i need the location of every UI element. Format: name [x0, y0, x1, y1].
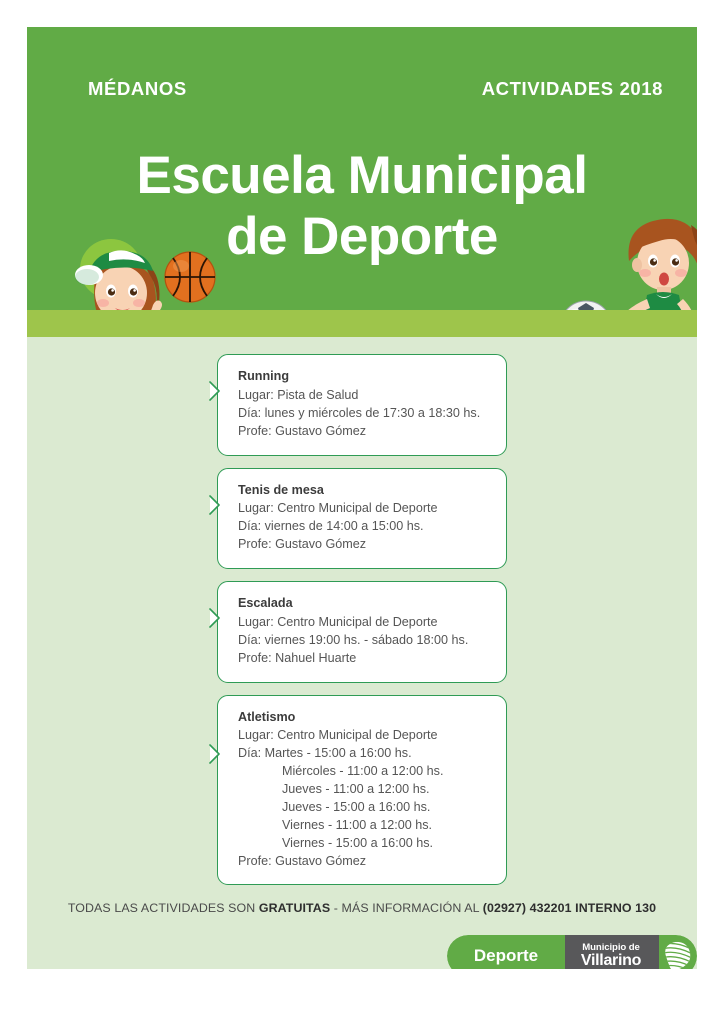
logo-deporte-label: Deporte	[447, 935, 565, 969]
logo-municipio-line-1: Municipio de	[582, 941, 640, 953]
footer-phone-highlight: (02927) 432201 INTERNO 130	[482, 901, 657, 915]
villarino-district-map-icon	[659, 935, 697, 969]
logo-municipio-block	[565, 935, 659, 969]
activity-day-extra: Viernes - 15:00 a 16:00 hs.	[282, 835, 433, 850]
header-top-row	[27, 74, 697, 104]
logo-municipio-line-2: Villarino	[580, 951, 642, 969]
page-title-line-2: de Deporte	[226, 207, 498, 267]
ground-band	[27, 310, 697, 337]
soccer-ball-icon	[558, 299, 614, 310]
activity-place: Lugar: Pista de Salud	[238, 387, 359, 402]
activity-teacher: Profe: Gustavo Gómez	[238, 423, 367, 438]
card-chevron-icon	[209, 495, 220, 515]
activity-name: Tenis de mesa	[238, 482, 324, 497]
card-chevron-icon	[209, 744, 220, 764]
activity-day: Día: lunes y miércoles de 17:30 a 18:30 hs.	[238, 405, 481, 420]
activity-card-tenis-de-mesa[interactable]	[217, 468, 507, 570]
activity-place: Lugar: Centro Municipal de Deporte	[238, 614, 438, 629]
activity-card-atletismo[interactable]	[217, 695, 507, 886]
activity-day-extra: Viernes - 11:00 a 12:00 hs.	[282, 817, 433, 832]
locality-kicker: MÉDANOS	[88, 78, 187, 99]
activity-place: Lugar: Centro Municipal de Deporte	[238, 501, 438, 516]
activity-day: Día: viernes de 14:00 a 15:00 hs.	[238, 519, 424, 534]
activity-name: Atletismo	[238, 709, 296, 724]
activity-teacher: Profe: Gustavo Gómez	[238, 853, 367, 868]
card-chevron-icon	[209, 608, 220, 628]
footer-text-part-2: - MÁS INFORMACIÓN AL	[330, 901, 483, 915]
activity-teacher: Profe: Gustavo Gómez	[238, 537, 367, 552]
activity-day-extra: Jueves - 15:00 a 16:00 hs.	[282, 799, 431, 814]
activity-card-running[interactable]	[217, 354, 507, 456]
activity-name: Running	[238, 369, 290, 383]
poster-page	[27, 27, 697, 969]
year-label: ACTIVIDADES 2018	[481, 78, 663, 99]
activity-card-escalada[interactable]	[217, 581, 507, 683]
footer-info-note	[27, 901, 697, 915]
activity-teacher: Profe: Nahuel Huarte	[238, 650, 357, 665]
card-chevron-icon	[209, 381, 220, 401]
header-band	[27, 27, 697, 310]
footer-text-part-1: TODAS LAS ACTIVIDADES SON	[67, 901, 259, 915]
activities-list	[217, 354, 507, 885]
activity-day-extra: Miércoles - 11:00 a 12:00 hs.	[282, 764, 444, 779]
activity-place: Lugar: Centro Municipal de Deporte	[238, 728, 438, 743]
boy-soccer-player-icon	[615, 205, 697, 310]
activity-day: Día: Martes - 15:00 a 16:00 hs.	[238, 746, 412, 761]
footer-gratuitas-highlight: GRATUITAS	[258, 901, 331, 915]
activity-day: Día: viernes 19:00 hs. - sábado 18:00 hs.	[238, 632, 469, 647]
logo-bar[interactable]	[447, 935, 697, 969]
basketball-icon	[164, 251, 216, 303]
activity-name: Escalada	[238, 596, 293, 610]
activity-day-extra: Jueves - 11:00 a 12:00 hs.	[282, 782, 430, 796]
page-title-line-1: Escuela Municipal	[136, 146, 588, 205]
